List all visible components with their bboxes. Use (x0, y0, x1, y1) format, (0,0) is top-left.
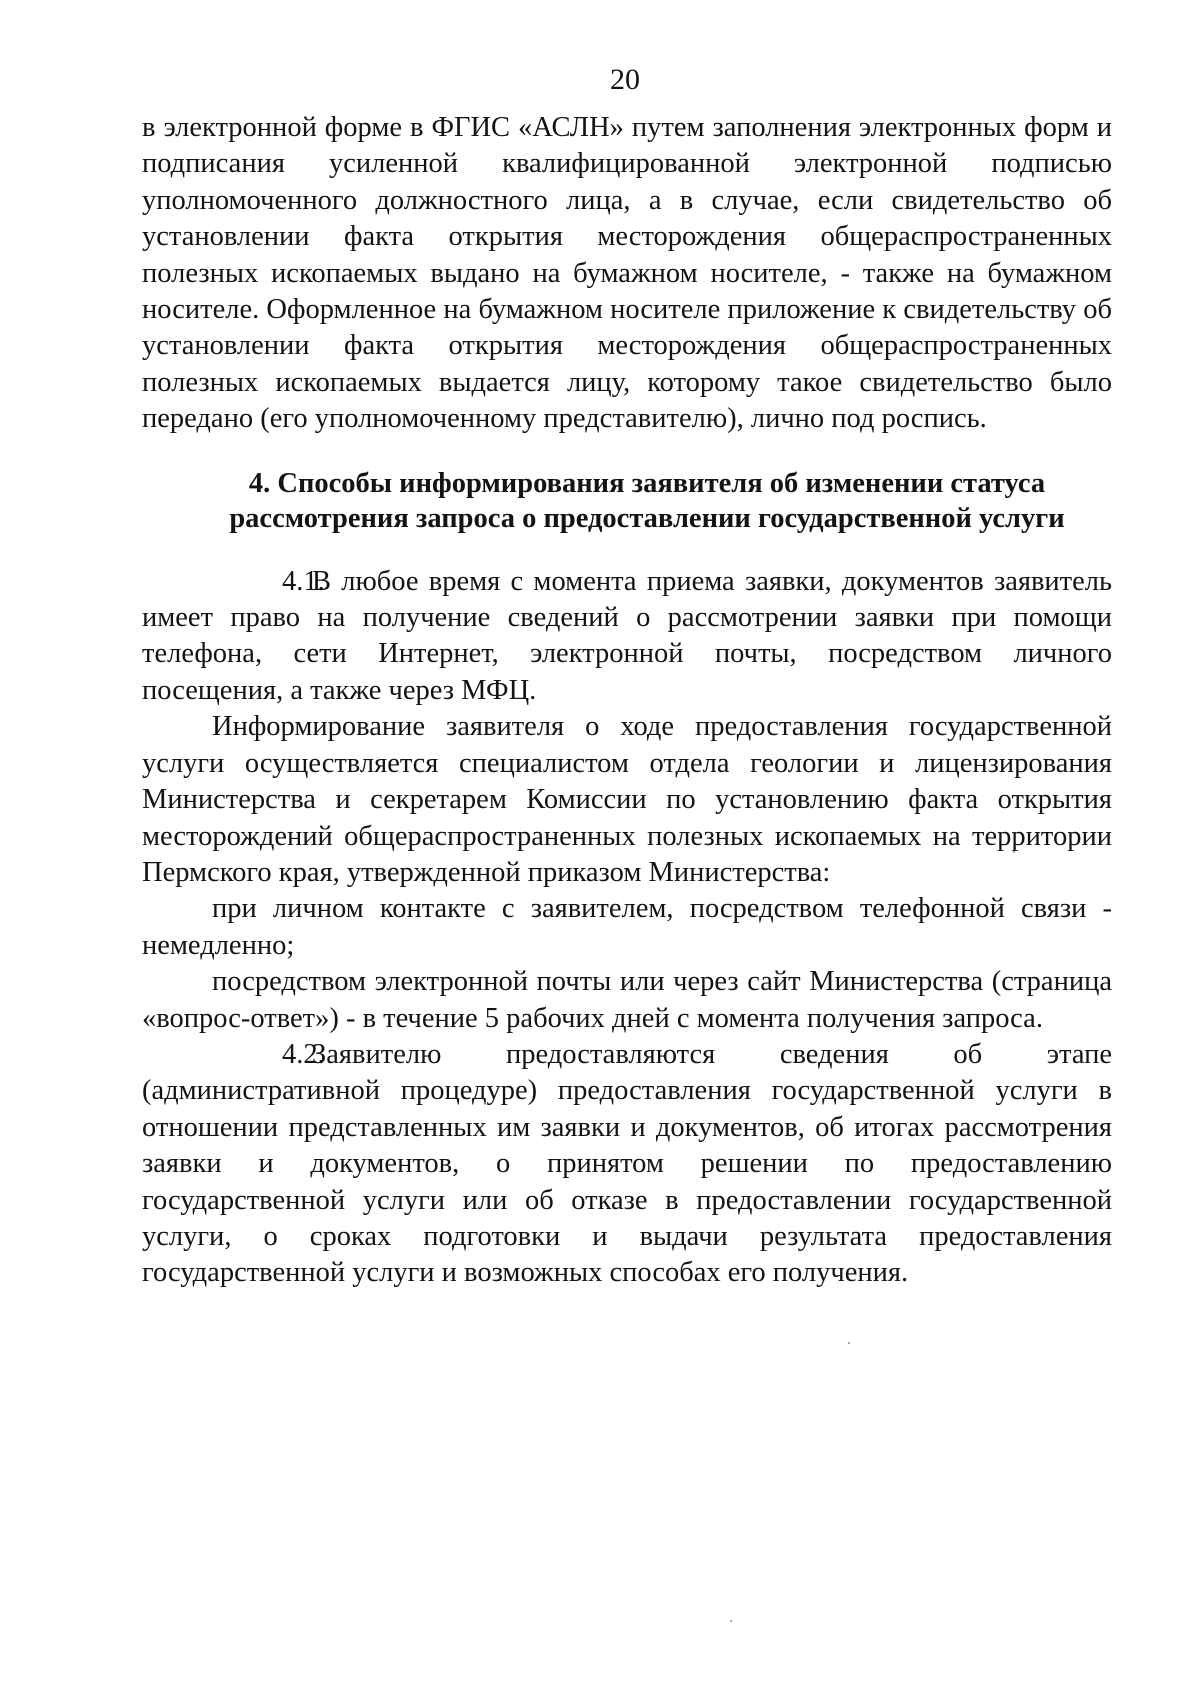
scan-speck (730, 1620, 732, 1622)
scan-speck (848, 1342, 850, 1344)
clause-4-1 (142, 564, 1112, 710)
section-heading (142, 466, 1112, 536)
section-heading-line-1: 4. Способы информирования заявителя об изменении статуса (248, 467, 1046, 499)
page-number: 20 (610, 63, 640, 96)
clause-number: 4.2. (282, 1038, 325, 1070)
clause-text: Заявителю предоставляются сведения об этапе (административной процедуре) предоставления государственной услуги в отношении представленных им заявки и документов, об итогах рассмотрения заявки и документов, о принятом решении по предоставлению государственной услуги или об отказе в предоставлении государственной услуги, о сроках подготовки и выдачи результата предоставления государственной услуги и возможных способах его получения. (142, 1038, 1112, 1289)
document-body (142, 110, 1112, 1292)
email-contact-paragraph: посредством электронной почты или через сайт Министерства (страница «вопрос-ответ») - в течение 5 рабочих дней с момента получения запроса. (142, 966, 1112, 1034)
clause-number: 4.1. (282, 565, 325, 597)
scan-speck (1013, 851, 1015, 853)
clause-text: В любое время с момента приема заявки, документов заявитель имеет право на получение сведений о рассмотрении заявки при помощи телефона, сети Интернет, электронной почты, посредством личного посещения, а также через МФЦ. (142, 565, 1112, 706)
section-heading-line-2: рассмотрения запроса о предоставлении государственной услуги (229, 502, 1065, 534)
clause-4-2 (142, 1037, 1112, 1292)
informing-paragraph: Информирование заявителя о ходе предоставления государственной услуги осуществляется специалистом отдела геологии и лицензирования Министерства и секретарем Комиссии по установлению факта открытия месторождений общераспространенных полезных ископаемых на территории Пермского края, утвержденной приказом Министерства: (142, 711, 1112, 888)
personal-contact-paragraph: при личном контакте с заявителем, посредством телефонной связи - немедленно; (142, 893, 1112, 961)
intro-paragraph: в электронной форме в ФГИС «АСЛН» путем заполнения электронных форм и подписания усиленной квалифицированной электронной подписью уполномоченного должностного лица, а в случае, если свидетельство об установлении факта открытия месторождения общераспространенных полезных ископаемых выдано на бумажном носителе, - также на бумажном носителе. Оформленное на бумажном носителе приложение к свидетельству об установлении факта открытия месторождения общераспространенных полезных ископаемых выдается лицу, которому такое свидетельство было передано (его уполномоченному представителю), лично под роспись. (142, 112, 1112, 435)
